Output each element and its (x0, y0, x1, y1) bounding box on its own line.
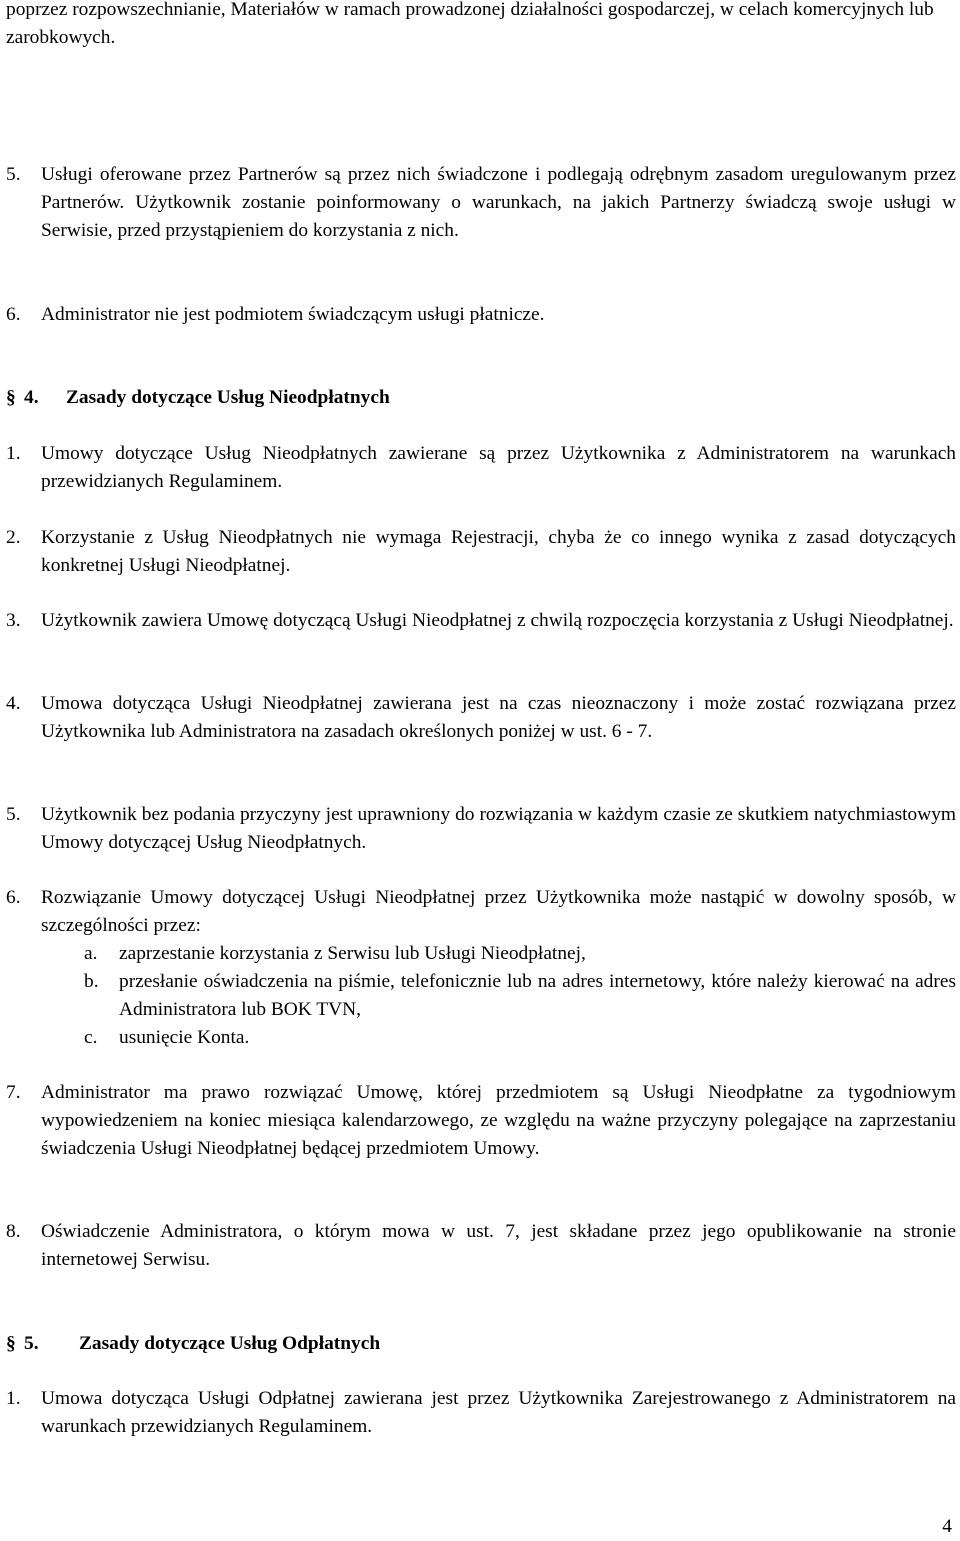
section4-item-1 (6, 440, 956, 496)
item-text: Administrator ma prawo rozwiązać Umowę, której przedmiotem są Usługi Nieodpłatne za tygodniowym wypowiedzeniem na koniec miesiąca kalendarzowego, ze względu na ważne przyczyny polegające na zaprzestaniu świadczenia Usługi Nieodpłatnej będącej przedmiotem Umowy. (41, 1082, 956, 1159)
section4-item-7 (6, 1079, 956, 1163)
item-number: 4. (6, 693, 21, 714)
section-title: Zasady dotyczące Usług Odpłatnych (79, 1333, 381, 1354)
section-sign: § (6, 387, 16, 408)
item-number: 3. (6, 610, 21, 631)
item-text: Korzystanie z Usług Nieodpłatnych nie wymaga Rejestracji, chyba że co innego wynika z zasad dotyczących konkretnej Usługi Nieodpłatnej. (41, 527, 956, 576)
section-number: 5. (24, 1333, 39, 1354)
item-number: 5. (6, 164, 21, 185)
page-number: 4 (942, 1516, 952, 1537)
prev-item-5 (6, 161, 956, 245)
sub-item-letter: b. (84, 971, 99, 992)
section-sign: § (6, 1333, 16, 1354)
item-text: Użytkownik bez podania przyczyny jest uprawniony do rozwiązania w każdym czasie ze skutkiem natychmiastowym Umowy dotyczącej Usług Nieodpłatnych. (41, 804, 956, 853)
prev-item-6 (6, 301, 956, 329)
continuation-paragraph (6, 0, 956, 52)
section4-item-2 (6, 524, 956, 580)
sub-item-text: przesłanie oświadczenia na piśmie, telefonicznie lub na adres internetowy, które należy kierować na adres Administratora lub BOK TVN, (119, 971, 956, 1020)
item-text: Użytkownik zawiera Umowę dotyczącą Usługi Nieodpłatnej z chwilą rozpoczęcia korzystania z Usługi Nieodpłatnej. (41, 610, 954, 631)
sub-item-text: usunięcie Konta. (119, 1027, 250, 1048)
item-number: 6. (6, 887, 21, 908)
item-text: Oświadczenie Administratora, o którym mowa w ust. 7, jest składane przez jego opublikowanie na stronie internetowej Serwisu. (41, 1221, 956, 1270)
sub-item-c (84, 1024, 956, 1052)
item-number: 7. (6, 1082, 21, 1103)
section4-item-5 (6, 801, 956, 857)
item-text: Umowy dotyczące Usług Nieodpłatnych zawierane są przez Użytkownika z Administratorem na warunkach przewidzianych Regulaminem. (41, 443, 956, 492)
item-text: Administrator nie jest podmiotem świadczącym usługi płatnicze. (41, 304, 545, 325)
section4-item-3 (6, 607, 956, 635)
sub-item-a (84, 940, 956, 968)
item-text: Rozwiązanie Umowy dotyczącej Usługi Nieodpłatnej przez Użytkownika może nastąpić w dowolny sposób, w szczególności przez: (41, 887, 956, 936)
section-heading-4 (6, 384, 390, 412)
section4-item-4 (6, 690, 956, 746)
item-number: 1. (6, 443, 21, 464)
section-heading-5 (6, 1330, 380, 1358)
item-text: Umowa dotycząca Usługi Odpłatnej zawierana jest przez Użytkownika Zarejestrowanego z Administratorem na warunkach przewidzianych Regulaminem. (41, 1388, 956, 1437)
item-text: Umowa dotycząca Usługi Nieodpłatnej zawierana jest na czas nieoznaczony i może zostać rozwiązana przez Użytkownika lub Administratora na zasadach określonych poniżej w ust. 6 - 7. (41, 693, 956, 742)
item-number: 1. (6, 1388, 21, 1409)
section-title: Zasady dotyczące Usług Nieodpłatnych (66, 387, 390, 408)
sub-item-text: zaprzestanie korzystania z Serwisu lub Usługi Nieodpłatnej, (119, 943, 586, 964)
item-number: 5. (6, 804, 21, 825)
item-number: 6. (6, 304, 21, 325)
section-number: 4. (24, 387, 39, 408)
item-number: 2. (6, 527, 21, 548)
item-number: 8. (6, 1221, 21, 1242)
sub-item-letter: a. (84, 943, 98, 964)
sub-item-b (84, 968, 956, 1024)
section5-item-1 (6, 1385, 956, 1441)
paragraph-text: poprzez rozpowszechnianie, Materiałów w ramach prowadzonej działalności gospodarczej, w celach komercyjnych lub zarobkowych. (6, 0, 934, 48)
item-text: Usługi oferowane przez Partnerów są przez nich świadczone i podlegają odrębnym zasadom uregulowanym przez Partnerów. Użytkownik zostanie poinformowany o warunkach, na jakich Partnerzy świadczą swoje usługi w Serwisie, przed przystąpieniem do korzystania z nich. (41, 164, 956, 241)
sub-item-letter: c. (84, 1027, 98, 1048)
section4-item-6 (6, 884, 956, 1052)
section4-item-8 (6, 1218, 956, 1274)
